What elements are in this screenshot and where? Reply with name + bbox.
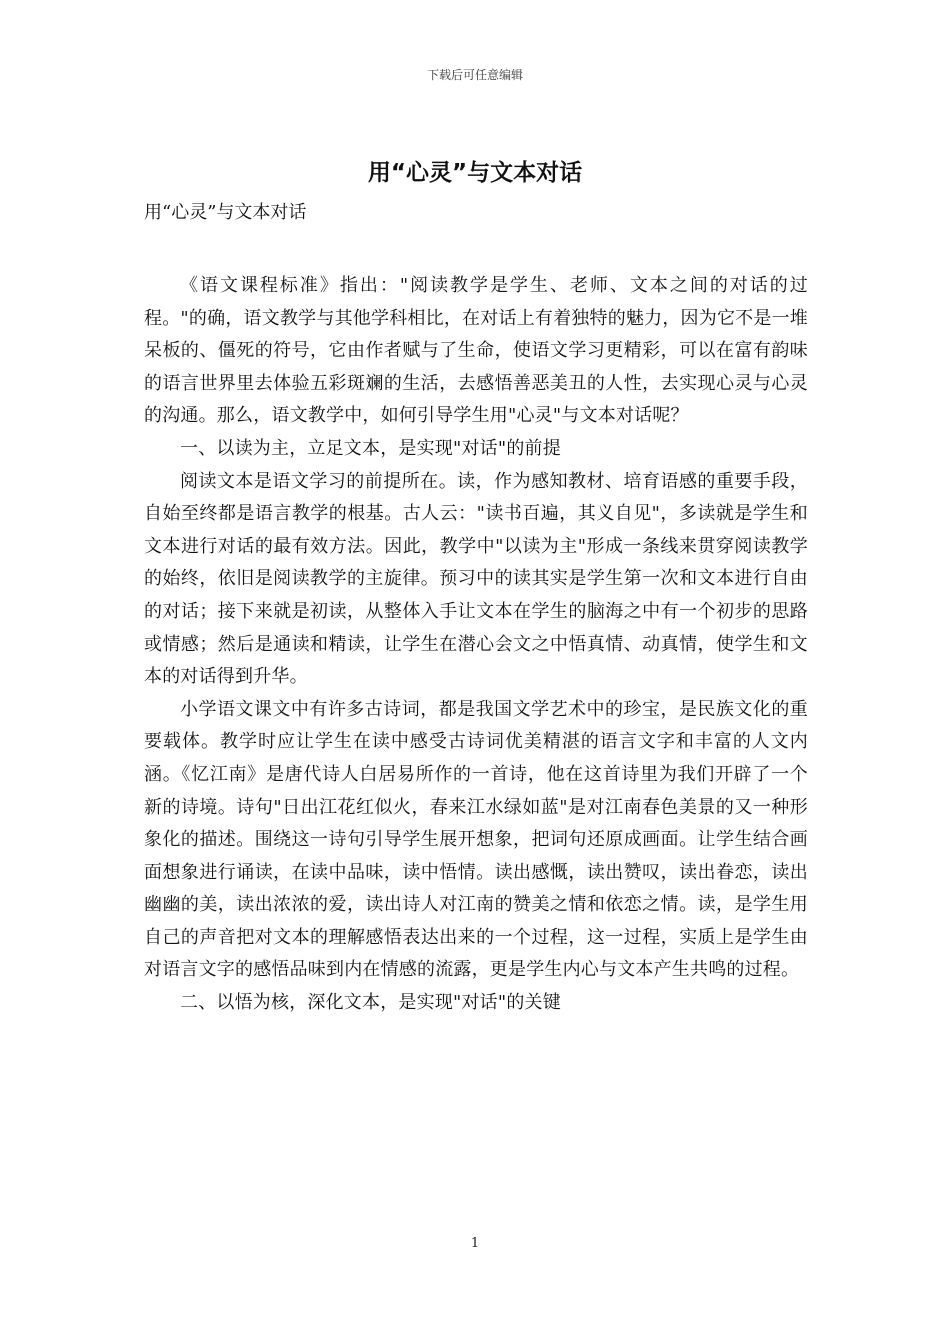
document-subtitle: 用“心灵”与文本对话 <box>144 202 307 223</box>
section-heading-1: 一、以读为主，立足文本，是实现"对话"的前提 <box>180 437 561 459</box>
paragraph-reading: 阅读文本是语文学习的前提所在。读，作为感知教材、培育语感的重要手段，自始至终都是语言教学的根基。古人云："读书百遍，其义自见"，多读就是学生和文本进行对话的最有效方法。因此，教学中"以读为主"形成一条线来贯穿阅读教学的始终，依旧是阅读教学的主旋律。预习中的读其实是学生第一次和文本进行自由的对话；接下来就是初读，从整体入手让文本在学生的脑海之中有一个初步的思路或情感；然后是通读和精读，让学生在潜心会文之中悟真情、动真情，使学生和文本的对话得到升华。 <box>144 470 808 688</box>
page-number: 1 <box>470 1236 480 1251</box>
paragraph-intro: 《语文课程标准》指出："阅读教学是学生、老师、文本之间的对话的过程。"的确，语文教学与其他学科相比，在对话上有着独特的魅力，因为它不是一堆呆板的、僵死的符号，它由作者赋与了生命，使语文学习更精彩，可以在富有韵味的语言世界里去体验五彩斑斓的生活，去感悟善恶美丑的人性，去实现心灵与心灵的沟通。那么，语文教学中，如何引导学生用"心灵"与文本对话呢？ <box>144 275 808 427</box>
section-heading-2: 二、以悟为核，深化文本，是实现"对话"的关键 <box>180 992 561 1014</box>
page-header-note: 下载后可任意编辑 <box>426 68 523 82</box>
document-body <box>144 270 808 1020</box>
paragraph-poetry: 小学语文课文中有许多古诗词，都是我国文学艺术中的珍宝，是民族文化的重要载体。教学时应让学生在读中感受古诗词优美精湛的语言文字和丰富的人文内涵。《忆江南》是唐代诗人白居易所作的一首诗，他在这首诗里为我们开辟了一个新的诗境。诗句"日出江花红似火，春来江水绿如蓝"是对江南春色美景的又一种形象化的描述。围绕这一诗句引导学生展开想象，把词句还原成画面。让学生结合画面想象进行诵读，在读中品味，读中悟情。读出感慨，读出赞叹，读出眷恋，读出幽幽的美，读出浓浓的爱，读出诗人对江南的赞美之情和依恋之情。读，是学生用自己的声音把对文本的理解感悟表达出来的一个过程，这一过程，实质上是学生由对语言文字的感悟品味到内在情感的流露，更是学生内心与文本产生共鸣的过程。 <box>144 698 808 981</box>
document-title: 用“心灵”与文本对话 <box>367 160 583 186</box>
